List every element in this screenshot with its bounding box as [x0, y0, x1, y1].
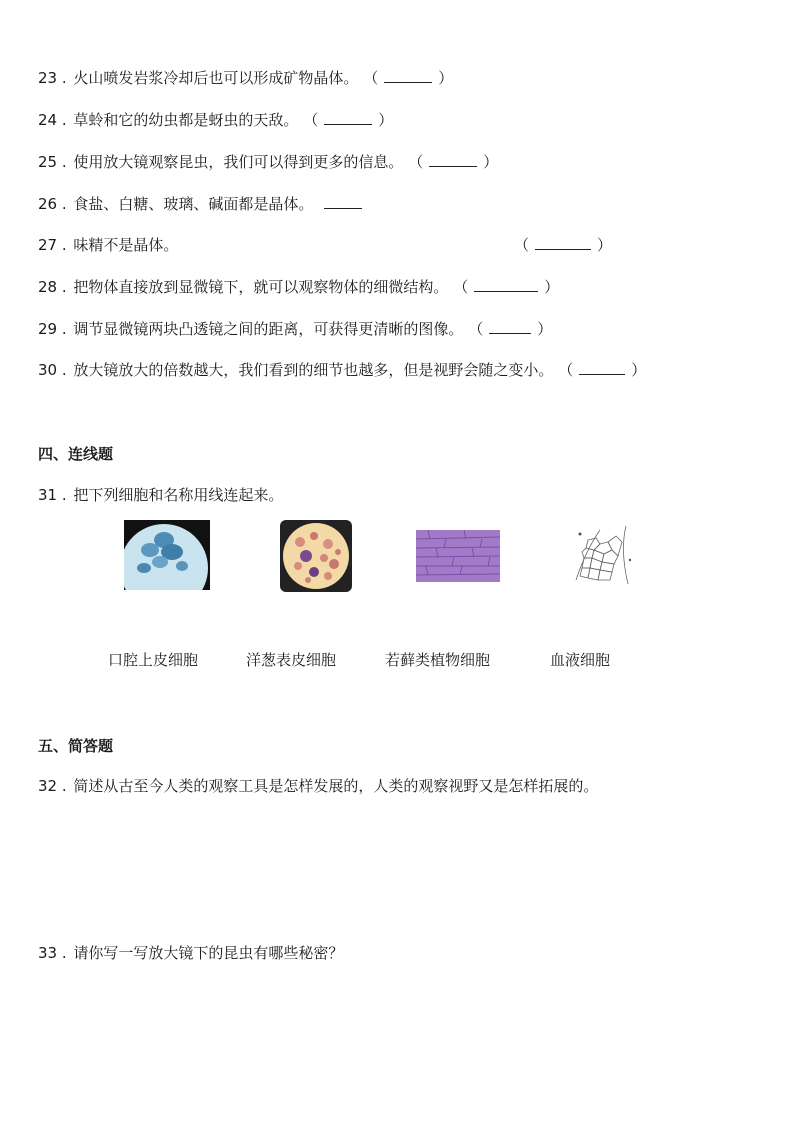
question-27 [38, 235, 613, 255]
question-number: 30 . [38, 361, 67, 379]
question-number: 27 . [38, 236, 67, 254]
answer-blank[interactable] [324, 110, 372, 125]
question-number: 33 . [38, 944, 67, 962]
question-number: 28 . [38, 278, 67, 296]
question-number: 25 . [38, 153, 67, 171]
question-29 [38, 319, 552, 339]
cell-image-moss[interactable] [566, 520, 640, 590]
question-text: 使用放大镜观察昆虫，我们可以得到更多的信息。 [73, 153, 404, 171]
answer-blank[interactable] [489, 319, 531, 334]
answer-paren-close: ） [537, 320, 553, 338]
question-number: 32 . [38, 777, 67, 795]
question-number: 23 . [38, 69, 67, 87]
answer-paren-close: ） [544, 278, 560, 296]
question-24 [38, 110, 393, 130]
question-28 [38, 277, 559, 297]
cell-image-cheek[interactable] [124, 520, 210, 590]
cell-image-onion[interactable] [416, 530, 500, 582]
question-31 [38, 485, 283, 505]
cell-image-blood[interactable] [280, 520, 352, 592]
answer-paren-open: （ [363, 69, 379, 87]
question-text: 火山喷发岩浆冷却后也可以形成矿物晶体。 [73, 69, 359, 87]
question-33 [38, 943, 343, 963]
answer-paren-open: （ [468, 320, 484, 338]
question-text: 食盐、白糖、玻璃、碱面都是晶体。 [73, 195, 314, 213]
question-text: 调节显微镜两块凸透镜之间的距离，可获得更清晰的图像。 [73, 320, 464, 338]
question-text: 简述从古至今人类的观察工具是怎样发展的，人类的观察视野又是怎样拓展的。 [73, 777, 599, 795]
question-number: 24 . [38, 111, 67, 129]
question-text: 把物体直接放到显微镜下，就可以观察物体的细微结构。 [73, 278, 449, 296]
answer-paren-close: ） [378, 111, 394, 129]
question-text: 放大镜放大的倍数越大，我们看到的细节也越多，但是视野会随之变小。 [73, 361, 554, 379]
cell-label-cheek[interactable]: 口腔上皮细胞 [108, 651, 199, 669]
question-text: 草蛉和它的幼虫都是蚜虫的天敌。 [73, 111, 299, 129]
question-30 [38, 360, 646, 380]
question-text: 把下列细胞和名称用线连起来。 [73, 486, 284, 504]
cell-label-moss[interactable]: 若藓类植物细胞 [385, 651, 491, 669]
question-number: 31 . [38, 486, 67, 504]
question-text: 味精不是晶体。 [73, 236, 179, 254]
answer-blank[interactable] [429, 152, 477, 167]
section-title-matching: 四、连线题 [38, 445, 114, 463]
answer-paren-close: ） [597, 236, 613, 254]
question-26 [38, 194, 368, 214]
answer-paren-open: （ [558, 361, 574, 379]
answer-paren-close: ） [631, 361, 647, 379]
question-number: 29 . [38, 320, 67, 338]
answer-blank[interactable] [384, 68, 432, 83]
answer-blank[interactable] [579, 360, 625, 375]
answer-paren-open: （ [303, 111, 319, 129]
answer-paren-open: （ [514, 236, 530, 254]
answer-paren-open: （ [453, 278, 469, 296]
question-23 [38, 68, 453, 88]
question-text: 请你写一写放大镜下的昆虫有哪些秘密？ [73, 944, 344, 962]
question-number: 26 . [38, 195, 67, 213]
cell-label-blood[interactable]: 血液细胞 [550, 651, 611, 669]
answer-blank[interactable] [535, 235, 591, 250]
answer-blank[interactable] [474, 277, 538, 292]
answer-blank[interactable] [324, 194, 362, 209]
answer-paren-close: ） [483, 153, 499, 171]
answer-paren-close: ） [438, 69, 454, 87]
question-32 [38, 776, 598, 796]
answer-paren-open: （ [408, 153, 424, 171]
question-25 [38, 152, 498, 172]
cell-label-onion[interactable]: 洋葱表皮细胞 [246, 651, 337, 669]
section-title-short-answer: 五、简答题 [38, 737, 114, 755]
